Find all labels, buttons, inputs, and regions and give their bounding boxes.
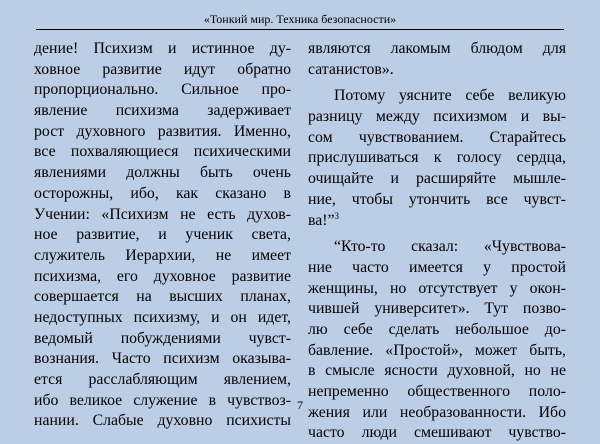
text-line: сом чувствованием. Старайтесь [308,128,566,146]
text-line: недоступных психизму, и он идет, [34,308,291,326]
text-line: в смысле ясности духовной, но не [308,362,566,380]
text-line: рост духовного развития. Именно, [34,122,291,140]
text-line: явлениями должны быть очень [34,164,291,182]
text-line: жения или необразованности. Ибо [308,403,566,421]
text-line: пропорционально. Сильное про- [34,81,291,99]
header-rule [36,29,564,30]
text-line: чившей университет». Тут позво- [308,300,566,318]
text-line: вознания. Часто психизм оказыва- [34,350,291,368]
text-line: бавление. «Простой», может быть, [308,341,566,359]
text-line: ведомый побуждениями чувст- [34,329,291,347]
page-number: 7 [297,398,303,412]
text-line: разницу между психизмом и вы- [308,108,566,126]
text-line: лю себе сделать небольшое до- [308,320,566,338]
text-line: “Кто-то сказал: «Чувствова- [334,238,566,256]
text-line: ние, чтобы утончить все чувст- [308,190,566,208]
text-line: очищайте и расширяйте мышле- [308,170,566,188]
text-fragment: ва!” [308,211,335,229]
text-line: сатанистов». [308,60,394,78]
text-line: ховное развитие идут обратно [34,60,291,78]
right-column [308,39,566,444]
text-line: служитель Иерархии, не имеет [34,246,291,264]
text-line: осторожны, ибо, как сказано в [34,184,291,202]
text-line: все похваляющиеся психическими [34,143,291,161]
running-header-title: «Тонкий мир. Техника безопасности» [203,12,397,26]
text-line: совершается на высших планах, [34,288,291,306]
footnote-marker: 3 [334,210,340,221]
text-line: ибо великое служение в чувствоз- [34,391,291,409]
text-line: ние часто имеется у простой [308,258,566,276]
text-line: ное развитие, и ученик света, [34,226,291,244]
text-line: являются лакомым блюдом для [308,40,566,57]
text-line [308,211,566,232]
text-line: Учении: «Психизм не есть духов- [34,205,291,223]
left-column [34,39,291,432]
text-line: Потому уясните себе великую [334,87,566,105]
text-line: нании. Слабые духовно психисты [34,412,291,430]
text-line: дение! Психизм и истинное ду- [34,40,291,57]
text-line: ется расслабляющим явлением, [34,371,291,388]
text-line: явление психизма задерживает [34,102,291,120]
text-line: непременно общественного поло- [308,383,566,400]
text-line: женщины, но отсутствует у окон- [308,279,566,297]
text-line: прислушиваться к голосу сердца, [308,149,566,167]
text-line: психизма, его духовное развитие [34,267,291,285]
text-line: часто люди смешивают чувство- [308,424,566,442]
